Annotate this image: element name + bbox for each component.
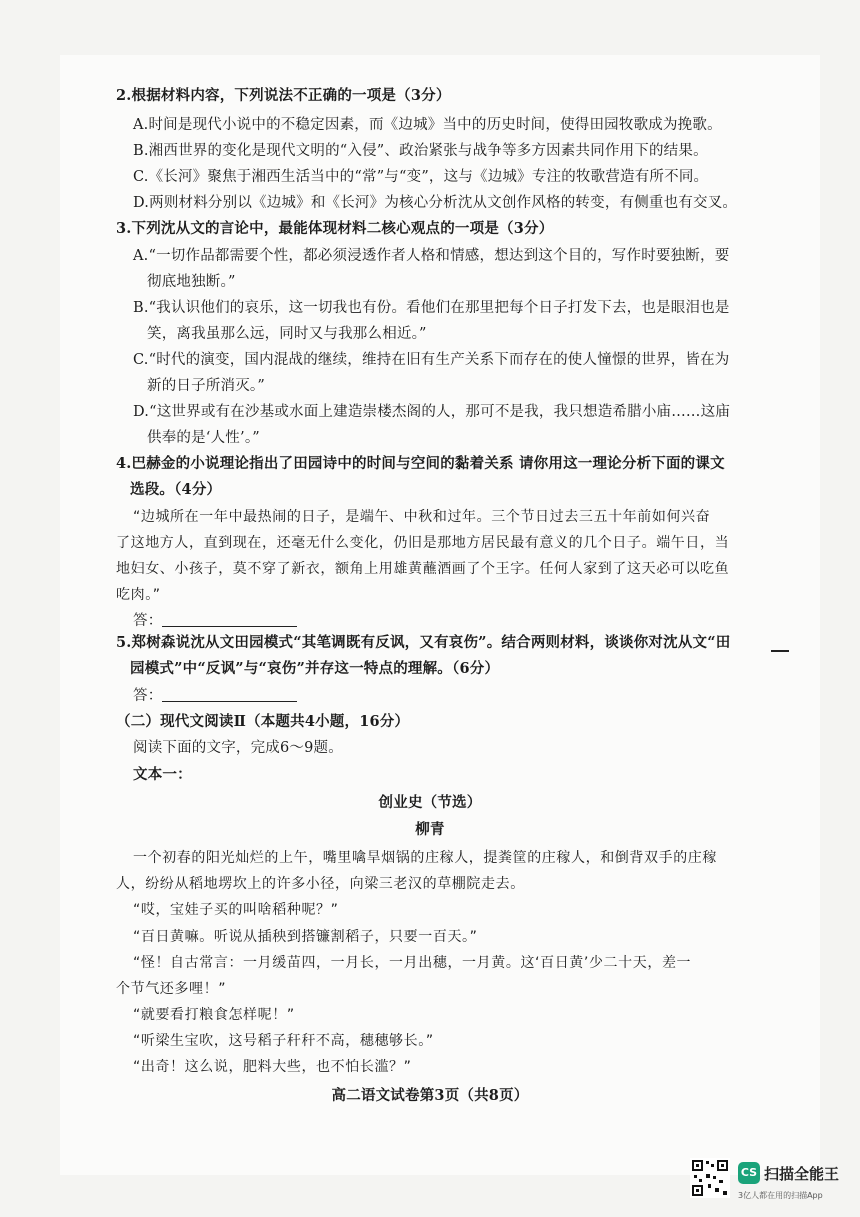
q5-stem-line2: 园模式”中“反讽”与“哀伤”并存这一特点的理解。（6分） [130, 660, 500, 677]
q5-answer-label: 答： [133, 688, 163, 704]
passage-line-5: “怪！自古常言：一月缓苗四，一月长，一月出穗，一月黄。这‘百日黄’少二十天，差一 [133, 955, 692, 971]
passage-author: 柳青 [415, 821, 445, 838]
q2-option-c: C.《长河》聚焦于湘西生活当中的“常”与“变”，这与《边城》专注的牧歌营造有所不同。 [133, 169, 709, 185]
passage-line-6: 个节气还多哩！” [116, 981, 227, 997]
passage-line-1: 一个初春的阳光灿烂的上午，嘴里噙旱烟锅的庄稼人，提粪筐的庄稼人，和倒背双手的庄稼 [133, 850, 717, 866]
passage-title: 创业史（节选） [378, 794, 482, 811]
q3-option-a-line2: 彻底地独断。” [147, 274, 236, 290]
q3-stem: 3.下列沈从文的言论中，最能体现材料二核心观点的一项是（3分） [116, 220, 554, 237]
q4-answer[interactable] [133, 611, 297, 631]
q3-option-b-line1: B.“我认识他们的哀乐，这一切我也有份。看他们在那里把每个日子打发下去，也是眼泪也是 [133, 300, 730, 316]
handwritten-underline [771, 650, 789, 652]
page-footer: 高二语文试卷第3页（共8页） [331, 1087, 529, 1104]
qr-code-icon [690, 1158, 730, 1198]
q4-stem-line1: 4.巴赫金的小说理论指出了田园诗中的时间与空间的黏着关系 请你用这一理论分析下面的课文 [116, 455, 725, 472]
q3-option-d-line1: D.“这世界或有在沙基或水面上建造崇楼杰阁的人，那可不是我，我只想造希腊小庙……这庙 [133, 404, 731, 420]
passage-line-4: “百日黄嘛。听说从插秧到搭镰割稻子，只要一百天。” [133, 929, 478, 945]
q3-option-b-line2: 笑，离我虽那么远，同时又与我那么相近。” [147, 326, 427, 342]
passage-line-9: “出奇！这么说，肥料大些，也不怕长滥？” [133, 1059, 412, 1075]
section2-heading: （二）现代文阅读Ⅱ（本题共4小题，16分） [116, 713, 410, 730]
q4-answer-label: 答： [133, 613, 163, 629]
passage-line-8: “听梁生宝吹，这号稻子秆秆不高，穗穗够长。” [133, 1033, 434, 1049]
q4-passage-line3: 地妇女、小孩子，莫不穿了新衣，额角上用雄黄蘸酒画了个王字。任何人家到了这天必可以吃鱼 [116, 561, 730, 577]
scanner-name: 扫描全能王 [764, 1165, 840, 1183]
q4-stem-line2: 选段。（4分） [130, 481, 222, 498]
section2-instruction: 阅读下面的文字，完成6～9题。 [133, 740, 343, 756]
q3-option-a-line1: A.“一切作品都需要个性，都必须浸透作者人格和情感，想达到这个目的，写作时要独断，要 [133, 248, 730, 264]
q5-stem-line1: 5.郑树森说沈从文田园模式“其笔调既有反讽，又有哀伤”。结合两则材料，谈谈你对沈从文“田 [116, 634, 731, 651]
q3-option-c-line1: C.“时代的演变，国内混战的继续，维持在旧有生产关系下而存在的使人憧憬的世界，皆在为 [133, 352, 730, 368]
passage-line-2: 人，纷纷从稻地塄坎上的许多小径，向梁三老汉的草棚院走去。 [116, 876, 525, 892]
passage-line-7: “就要看打粮食怎样呢！” [133, 1007, 295, 1023]
text1-label: 文本一： [133, 766, 192, 783]
q4-passage-line4: 吃肉。” [116, 587, 161, 603]
q2-option-b: B.湘西世界的变化是现代文明的“入侵”、政治紧张与战争等多方因素共同作用下的结果。 [133, 143, 708, 159]
q3-option-c-line2: 新的日子所消灭。” [147, 378, 265, 394]
q4-passage-line1: “边城所在一年中最热闹的日子，是端午、中秋和过年。三个节日过去三五十年前如何兴奋 [133, 509, 711, 525]
q3-option-d-line2: 供奉的是‘人性’。” [147, 430, 260, 446]
q4-passage-line2: 了这地方人，直到现在，还毫无什么变化，仍旧是那地方居民最有意义的几个日子。端午日，当 [116, 535, 730, 551]
q5-answer[interactable] [133, 686, 297, 706]
q2-option-a: A.时间是现代小说中的不稳定因素，而《边城》当中的历史时间，使得田园牧歌成为挽歌。 [133, 117, 722, 133]
scanner-logo: CS [738, 1162, 760, 1184]
q5-answer-line[interactable] [162, 687, 297, 702]
scanner-tagline: 3亿人都在用的扫描App [738, 1191, 823, 1200]
q2-stem: 2.根据材料内容，下列说法不正确的一项是（3分） [116, 87, 451, 104]
q4-answer-line[interactable] [162, 612, 297, 627]
q2-option-d: D.两则材料分别以《边城》和《长河》为核心分析沈从文创作风格的转变，有侧重也有交叉。 [133, 195, 738, 211]
passage-line-3: “哎，宝娃子买的叫啥稻种呢？” [133, 902, 339, 918]
